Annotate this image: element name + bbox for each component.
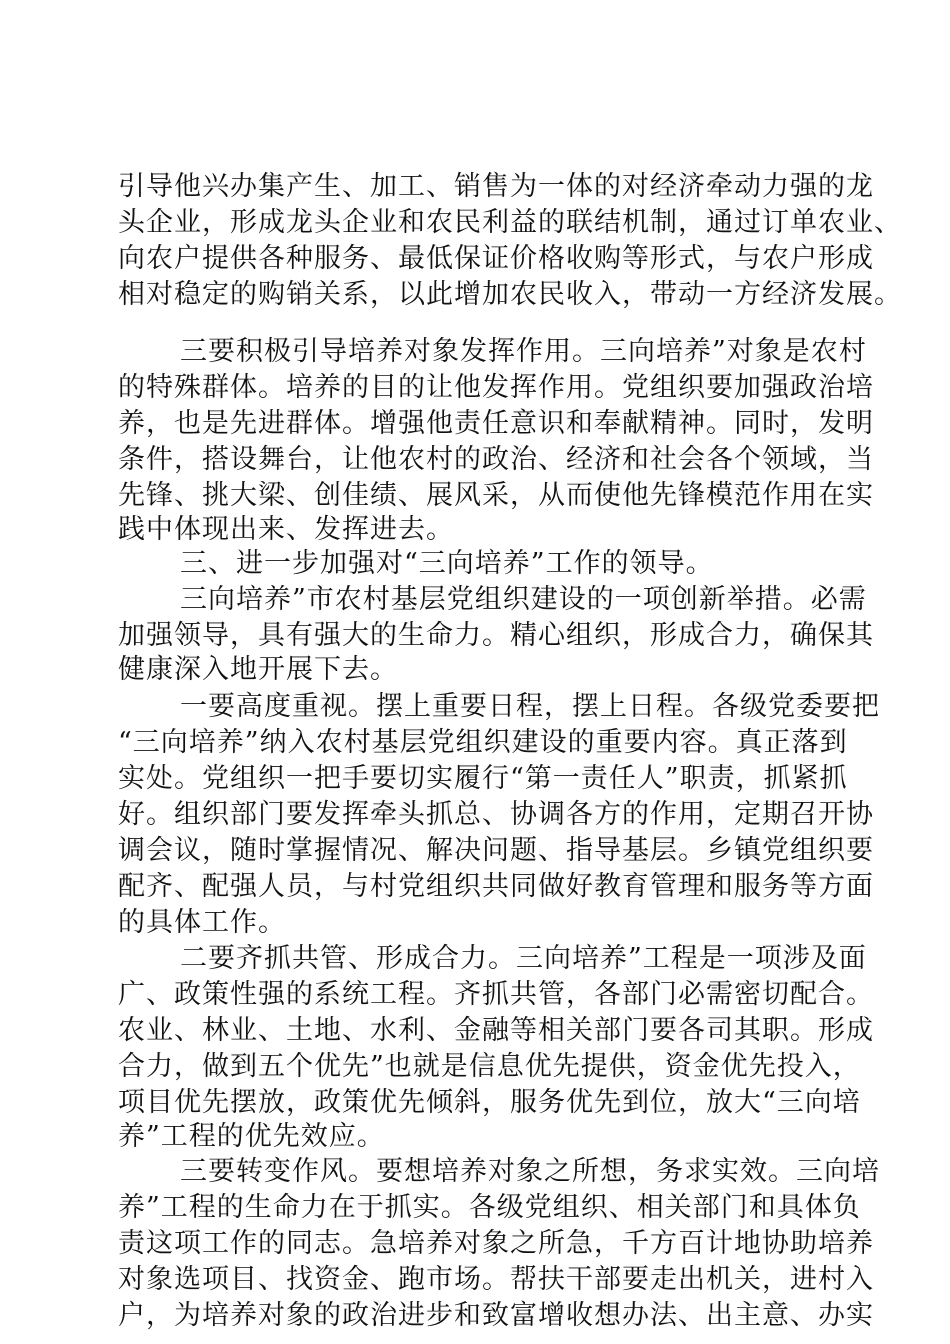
text-line: 养，也是先进群体。增强他责任意识和奉献精神。同时，发明 xyxy=(118,408,874,439)
text-line: 二要齐抓共管、形成合力。三向培养”工程是一项涉及面 xyxy=(180,943,867,974)
text-line: 养”工程的优先效应。 xyxy=(118,1121,385,1152)
section-heading: 三、进一步加强对“三向培养”工作的领导。 xyxy=(180,548,714,579)
text-line: 条件，搭设舞台，让他农村的政治、经济和社会各个领域，当 xyxy=(118,444,874,475)
text-line: 引导他兴办集产生、加工、销售为一体的对经济牵动力强的龙 xyxy=(118,171,874,202)
text-line: 的特殊群体。培养的目的让他发挥作用。党组织要加强政治培 xyxy=(118,372,874,403)
text-line: 对象选项目、找资金、跑市场。帮扶干部要走出机关，进村入 xyxy=(118,1264,874,1295)
text-line: 户，为培养对象的政治进步和致富增收想办法、出主意、办实 xyxy=(118,1300,874,1331)
text-line: 三要积极引导培养对象发挥作用。三向培养”对象是农村 xyxy=(180,336,867,367)
text-line: 健康深入地开展下去。 xyxy=(118,654,398,685)
text-line: 项目优先摆放，政策优先倾斜，服务优先到位，放大“三向培 xyxy=(118,1087,861,1118)
text-line: 合力，做到五个优先”也就是信息优先提供，资金优先投入， xyxy=(118,1051,861,1082)
text-line: 三向培养”市农村基层党组织建设的一项创新举措。必需 xyxy=(180,584,867,615)
text-line: 实处。党组织一把手要切实履行“第一责任人”职责，抓紧抓 xyxy=(118,763,848,794)
text-line: 相对稳定的购销关系，以此增加农民收入，带动一方经济发展。 xyxy=(118,279,902,310)
text-line: 的具体工作。 xyxy=(118,907,286,938)
text-line: 责这项工作的同志。急培养对象之所急，千方百计地协助培养 xyxy=(118,1228,874,1259)
text-line: 先锋、挑大梁、创佳绩、展风采，从而使他先锋模范作用在实 xyxy=(118,480,874,511)
text-line: 调会议，随时掌握情况、解决问题、指导基层。乡镇党组织要 xyxy=(118,835,874,866)
text-line: 农业、林业、土地、水利、金融等相关部门要各司其职。形成 xyxy=(118,1015,874,1046)
text-line: 践中体现出来、发挥进去。 xyxy=(118,514,454,545)
text-line: 好。组织部门要发挥牵头抓总、协调各方的作用，定期召开协 xyxy=(118,799,874,830)
text-line: 广、政策性强的系统工程。齐抓共管，各部门必需密切配合。 xyxy=(118,979,874,1010)
text-line: 加强领导，具有强大的生命力。精心组织，形成合力，确保其 xyxy=(118,620,874,651)
text-line: 头企业，形成龙头企业和农民利益的联结机制，通过订单农业、 xyxy=(118,207,902,238)
text-line: 配齐、配强人员，与村党组织共同做好教育管理和服务等方面 xyxy=(118,871,874,902)
text-line: 一要高度重视。摆上重要日程，摆上日程。各级党委要把 xyxy=(180,691,880,722)
text-line: 三要转变作风。要想培养对象之所想，务求实效。三向培 xyxy=(180,1156,880,1187)
text-line: 养”工程的生命力在于抓实。各级党组织、相关部门和具体负 xyxy=(118,1192,861,1223)
text-line: 向农户提供各种服务、最低保证价格收购等形式，与农户形成 xyxy=(118,243,874,274)
text-line: “三向培养”纳入农村基层党组织建设的重要内容。真正落到 xyxy=(118,727,848,758)
